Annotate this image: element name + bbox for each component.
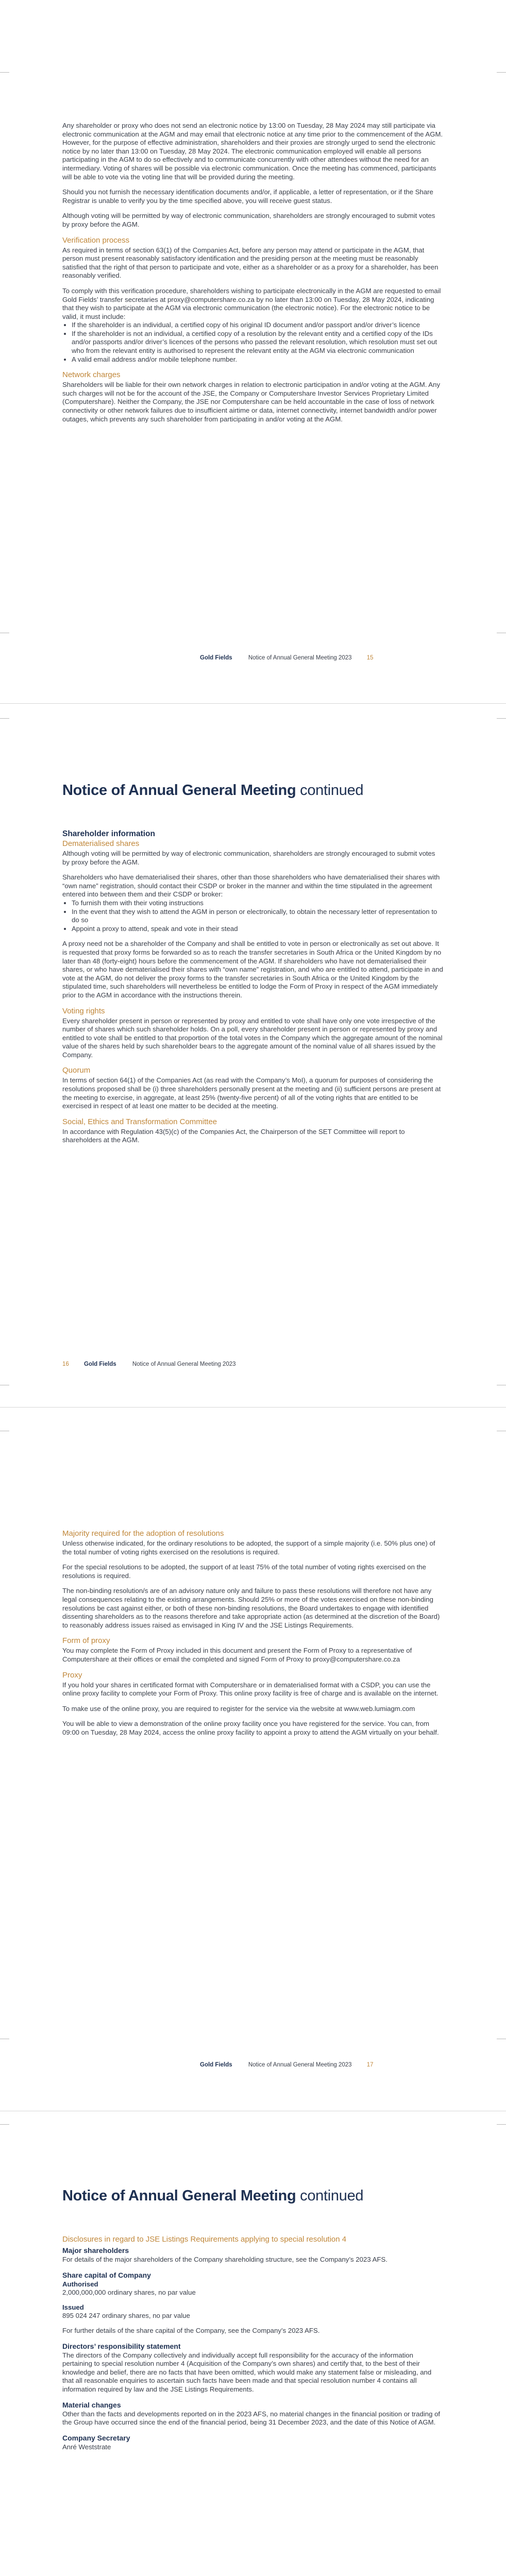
paragraph: Unless otherwise indicated, for the ordinary resolutions to be adopted, the support of a simple majority (i.e. 50% plus one) of the total number of voting rights exercised on the resolutions is required.	[62, 1539, 435, 1556]
footer-doc-title: Notice of Annual General Meeting 2023	[248, 655, 352, 661]
list-item: • To furnish them with their voting instructions	[72, 899, 444, 908]
list-item: • In the event that they wish to attend the AGM in person or electronically, to obtain the necessary letter of representation to do so	[72, 908, 444, 925]
footer-brand: Gold Fields	[84, 1361, 116, 1367]
verification-heading: Verification process	[62, 235, 130, 245]
company-secretary-heading: Company Secretary	[62, 2433, 130, 2442]
footer-doc-title: Notice of Annual General Meeting 2023	[132, 1361, 236, 1367]
page-16	[0, 704, 506, 1407]
page-15-body	[62, 122, 444, 430]
paragraph: Should you not furnish the necessary identification documents and/or, if applicable, a letter of representation, or if the Share Registrar is unable to verify you by the time specified above, you will receive guest status.	[62, 188, 433, 205]
paragraph: For the special resolutions to be adopted, the support of at least 75% of the total number of voting rights exercised on the resolutions is required.	[62, 1563, 426, 1580]
footer-brand: Gold Fields	[200, 2062, 232, 2068]
page-18	[0, 2111, 506, 2576]
paragraph: Although voting will be permitted by way of electronic communication, shareholders are strongly encouraged to submit votes by proxy before the AGM.	[62, 212, 435, 228]
share-capital-heading: Share capital of Company	[62, 2270, 151, 2279]
footer	[200, 2062, 374, 2068]
page-title-text: Notice of Annual General Meeting	[62, 2188, 296, 2204]
quorum-heading: Quorum	[62, 1066, 91, 1075]
paragraph: In terms of section 64(1) of the Companies Act (as read with the Company’s MoI), a quorum for purposes of considering the resolutions proposed shall be (i) three shareholders personally present at the meeting and (ii) sufficient persons are present at the meeting to exercise, in aggregate, at least 25% (twenty-five percent) of all of the voting rights that are entitled to be exercised in respect of at least one matter to be decided at the meeting.	[62, 1076, 441, 1110]
dematerialised-heading: Dematerialised shares	[62, 839, 140, 848]
issued-label: Issued	[62, 2303, 84, 2311]
paragraph: Every shareholder present in person or represented by proxy and entitled to vote shall have only one vote irrespective of the number of shares which such shareholder holds. On a poll, every shareholder present in person or represented by proxy and entitled to vote shall be entitled to that proportion of the total votes in the Company which the aggregate amount of the nominal value of the shares held by such shareholder bears to the aggregate amount of the nominal value of all shares issued by the Company.	[62, 1016, 443, 1059]
verification-list	[62, 321, 444, 364]
network-charges-heading: Network charges	[62, 370, 121, 380]
page-title-continued: continued	[300, 782, 364, 799]
disclosures-heading: Disclosures in regard to JSE Listings Requirements applying to special resolution 4	[62, 2235, 347, 2244]
authorised-value: 2,000,000,000 ordinary shares, no par value	[62, 2289, 196, 2297]
page-17	[0, 1408, 506, 2111]
paragraph: Other than the facts and developments reported on in the 2023 AFS, no material changes in the financial position or trading of the Group have occurred since the end of the financial period, being 31 December 2023, and the date of this Notice of AGM.	[62, 2410, 441, 2427]
page-18-body	[62, 2233, 444, 2451]
material-changes-heading: Material changes	[62, 2400, 121, 2409]
paragraph: Although voting will be permitted by way of electronic communication, shareholders are strongly encouraged to submit votes by proxy before the AGM.	[62, 850, 435, 866]
shareholder-info-heading: Shareholder information	[62, 829, 155, 838]
paragraph: For details of the major shareholders of the Company shareholding structure, see the Company’s 2023 AFS.	[62, 2256, 387, 2263]
list-item: • If the shareholder is an individual, a certified copy of his original ID document and/or passport and/or driver’s licence	[72, 321, 444, 330]
paragraph: You will be able to view a demonstration of the online proxy facility once you have registered for the service. You can, from 09:00 on Tuesday, 28 May 2024, access the online proxy facility to appoint a proxy to attend the AGM virtually on your behalf.	[62, 1720, 439, 1736]
authorised-block	[62, 2280, 444, 2297]
paragraph: The directors of the Company collectively and individually accept full responsibility for the accuracy of the information pertaining to special resolution number 4 (Acquisition of the Company’s own shares) and certify that, to the best of their knowledge and belief, there are no facts that have been omitted, which would make any statement false or misleading, and that all reasonable enquiries to ascertain such facts have been made and that special resolution number 4 contains all information required by law and the JSE Listings Requirements.	[62, 2351, 432, 2393]
paragraph: The non-binding resolution/s are of an advisory nature only and failure to pass these resolutions will therefore not have any legal consequences relating to the existing arrangements. Should 25% or more of the votes exercised on these non-binding resolutions be cast against either, or both of these non-binding resolutions, the Board undertakes to engage with identified dissenting shareholders as to the reasons therefore and take appropriate action (as determined at the discretion of the Board) to reasonably address issues raised as envisaged in King IV and the JSE Listings Requirements.	[62, 1587, 440, 1629]
footer-brand: Gold Fields	[200, 655, 232, 661]
directors-statement-heading: Directors’ responsibility statement	[62, 2342, 181, 2350]
paragraph: As required in terms of section 63(1) of the Companies Act, before any person may attend or participate in the AGM, that person must present reasonably satisfactory identification and the presiding person at the meeting must be reasonably satisfied that the right of that person to participate and vote, either as a shareholder or as a proxy for a shareholder, has been reasonably verified.	[62, 246, 438, 280]
paragraph: To comply with this verification procedure, shareholders wishing to participate electronically in the AGM are requested to email Gold Fields’ transfer secretaries at proxy@computershare.co.za by no later than 13:00 on Tuesday, 28 May 2024, indicating that they wish to participate at the AGM via electronic communication (the electronic notice). For the electronic notice to be valid, it must include:	[62, 286, 441, 320]
paragraph: If you hold your shares in certificated format with Computershare or in dematerialised format with a CSDP, you can use the online proxy facility to complete your Form of Proxy. This online proxy facility is free of charge and is available on the internet.	[62, 1681, 438, 1698]
paragraph: You may complete the Form of Proxy included in this document and present the Form of Proxy to a representative of Computershare at their offices or email the completed and signed Form of Proxy to proxy@computershare.co.za	[62, 1647, 412, 1663]
paragraph: Shareholders who have dematerialised their shares, other than those shareholders who have dematerialised their shares with “own name” registration, should contact their CSDP or broker in the manner and within the time stipulated in the agreement entered into between them and their CSDP or broker:	[62, 873, 440, 899]
authorised-label: Authorised	[62, 2280, 98, 2288]
paragraph: For further details of the share capital of the Company, see the Company’s 2023 AFS.	[62, 2326, 320, 2334]
paragraph: A proxy need not be a shareholder of the Company and shall be entitled to vote in person or electronically as set out above. It is requested that proxy forms be forwarded so as to reach the transfer secretaries in South Africa or the United Kingdom by no later than 48 (forty-eight) hours before the commencement of the AGM. If shareholders who have not dematerialised their shares, or who have dematerialised their shares with “own name” registration, and who are entitled to attend, participate in and vote at the AGM, do not deliver the proxy forms to the transfer secretaries in South Africa or the United Kingdom by the stipulated time, such shareholders will nevertheless be entitled to lodge the Form of Proxy in respect of the AGM immediately prior to the AGM in accordance with the instructions therein.	[62, 940, 443, 999]
majority-heading: Majority required for the adoption of resolutions	[62, 1529, 224, 1538]
list-item: • Appoint a proxy to attend, speak and vote in their stead	[72, 925, 444, 934]
page-title-text: Notice of Annual General Meeting	[62, 782, 296, 799]
page-title-continued: continued	[300, 2188, 364, 2204]
list-item: • A valid email address and/or mobile telephone number.	[72, 355, 444, 364]
major-shareholders-heading: Major shareholders	[62, 2246, 129, 2255]
proxy-heading: Proxy	[62, 1670, 82, 1680]
paragraph: Any shareholder or proxy who does not send an electronic notice by 13:00 on Tuesday, 28 May 2024 may still participate via electronic communication at the AGM and may email that electronic notice at any time prior to the commencement of the AGM. However, for the purpose of effective administration, shareholders and their proxies are strongly urged to send the electronic notice by no later than 13:00 on Tuesday, 28 May 2024. The electronic communication employed will enable all persons participating in the AGM to do so effectively and to communicate concurrently with other attendees without the need for an intermediary. Voting of shares will be possible via electronic communication. Once the meeting has commenced, participants will be able to vote via the voting line that will be provided during the meeting.	[62, 122, 443, 181]
paragraph: Shareholders will be liable for their own network charges in relation to electronic participation in and/or voting at the AGM. Any such charges will not be for the account of the JSE, the Company or Computershare Investor Services Proprietary Limited (Computershare). Neither the Company, the JSE nor Computershare can be held accountable in the case of loss of network connectivity or other network failures due to insufficient airtime or data, internet connectivity, internet bandwidth and/or power outages, which prevents any such shareholder from participating in and/or voting at the AGM.	[62, 381, 441, 423]
page-number: 15	[366, 655, 374, 661]
page-title	[62, 782, 363, 799]
dematerialised-list	[62, 899, 444, 933]
page-15	[0, 0, 506, 703]
set-committee-heading: Social, Ethics and Transformation Committee	[62, 1117, 217, 1126]
issued-block	[62, 2303, 444, 2320]
footer-doc-title: Notice of Annual General Meeting 2023	[248, 2062, 352, 2068]
paragraph: To make use of the online proxy, you are required to register for the service via the website at www.web.lumiagm.com	[62, 1704, 415, 1713]
company-secretary-name: Anré Weststrate	[62, 2443, 111, 2451]
paragraph: In accordance with Regulation 43(5)(c) of the Companies Act, the Chairperson of the SET Committee will report to shareholders at the AGM.	[62, 1127, 405, 1144]
form-of-proxy-heading: Form of proxy	[62, 1636, 110, 1646]
page-16-body	[62, 826, 444, 1151]
voting-rights-heading: Voting rights	[62, 1006, 105, 1015]
list-item: • If the shareholder is not an individual, a certified copy of a resolution by the relevant entity and a certified copy of the IDs and/or passports and/or driver’s licences of the persons who passed the relevant resolution, which resolution must set out who from the relevant entity is authorised to represent the relevant entity at the AGM via electronic communication	[72, 330, 444, 355]
page-number: 17	[366, 2062, 374, 2068]
page-number: 16	[62, 1361, 69, 1367]
page-title	[62, 2188, 363, 2205]
issued-value: 895 024 247 ordinary shares, no par value	[62, 2312, 190, 2320]
footer	[62, 1361, 236, 1367]
footer	[200, 655, 374, 661]
page-17-body	[62, 1527, 444, 1744]
